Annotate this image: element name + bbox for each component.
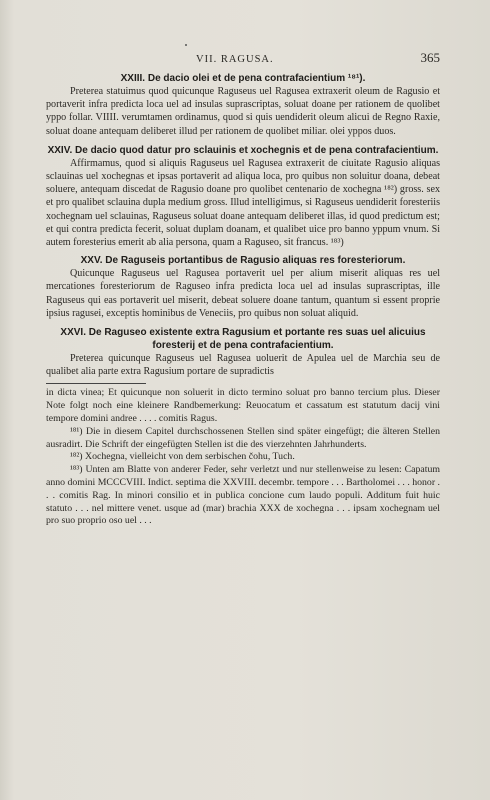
page-number: 365 <box>420 50 440 65</box>
footnote-182: ¹⁸²) Xochegna, vielleicht von dem serbischen čohu, Tuch. <box>70 451 295 463</box>
section-heading-xxiv: XXIV. De dacio quod datur pro sclauinis et xochegnis et de pena contrafacientium. <box>47 144 439 156</box>
section-text-xxvi: Preterea quicunque Raguseus uel Ragusea uoluerit de Apulea uel de Marchia seu de qualibet alia parte extra Ragusium portare de supradictis <box>46 353 440 378</box>
footnote-continuation: in dicta vinea; Et quicunque non soluerit in dicto termino soluat pro banno tercium plus. Dieser Note folgt noch eine kleinere Randbemerkung: Reuocatum et cassatum est statutum dacij vini tempore domini andree . . . . comitis Ragus. <box>46 387 440 425</box>
chapter-title: VII. RAGUSA. <box>196 54 274 65</box>
footnote-181: ¹⁸¹) Die in diesem Capitel durchschossenen Stellen sind später eingefügt; die älteren Stellen ausradirt. Die Schrift der eingefügten Stellen ist die des vierzehnten Jahrhunderts. <box>46 425 440 450</box>
section-text-xxiv: Affirmamus, quod si aliquis Raguseus uel Ragusea extraxerit de ciuitate Ragusio aliquas sclauinas uel xochegnas et ipsas portaverit ad aliqua loca, pro quibus non soluitur doana, debeat soluere, antequam discedat de Ragusio doane pro quolibet centenario de xochegna ¹⁸²) gross. sex et pro qualibet sclauina dupla medium gross. Illud intelligimus, si Raguseus uendiderit foresteriis xochegnam uel sclauinas, Raguseus soluat doane antequam deliberet illas, id quod predictum est; et qui contra predicta fecerit, soluat duplam doanam, et qualibet uice pro banno yppum vnum. Si autem foresterius emerit ab alia persona, quam a Raguseo, sit francus. ¹⁸³) <box>46 157 440 249</box>
section-heading-xxv: XXV. De Raguseis portantibus de Ragusio aliquas res foresteriorum. <box>80 255 406 267</box>
ink-speck <box>185 44 187 46</box>
section-text-xxiii: Preterea statuimus quod quicunque Raguseus uel Ragusea extraxerit oleum de Ragusio et portaverit infra predicta loca uel ad insulas suprascriptas, soluat doane per rationem de quolibet yppo follar. VIIII. verumtamen ordinamus, quod si quis uendiderit oleum alicui de Regno Raxie, soluat doane antequam deliberet illud per rationem de quolibet miliar. olei yppos duos. <box>46 86 440 137</box>
footnote-183: ¹⁸³) Unten am Blatte von anderer Feder, sehr verletzt und nur stellenweise zu lesen: Capatum anno domini MCCCVIII. Indict. septima die XXVIII. decembr. tempore . . . Bartholomei . . . honor . . . comitis Rag. In minori consilio et in publica concione cum laudo populi. Additum fuit huic statuto . . . nel mittere venet. usque ad (mar) brachia XXX de xochegna . . . ipsam xochegnam uel pro suo proprio oso uel . . . <box>46 464 440 527</box>
footnote-separator <box>46 383 146 384</box>
section-heading-xxvi: XXVI. De Raguseo existente extra Ragusium et portante res suas uel alicuius foresterij et de pena contrafacientium. <box>60 327 426 352</box>
running-header <box>46 50 440 72</box>
section-text-xxv: Quicunque Raguseus uel Ragusea portaverit uel per alium miserit aliquas res uel mercationes foresteriorum de Raguseo infra predicta loca uel ad insulas suprascriptas, ille Raguseus qui eas portaverit uel miserit, debeat soluere doane tantum, quantum si essent proprie ipsius ragusei, exceptis hominibus de Veneciis, pro quibus non soluat aliquid. <box>46 268 440 319</box>
section-heading-xxiii: XXIII. De dacio olei et de pena contrafacientium ¹⁸¹). <box>120 73 366 84</box>
